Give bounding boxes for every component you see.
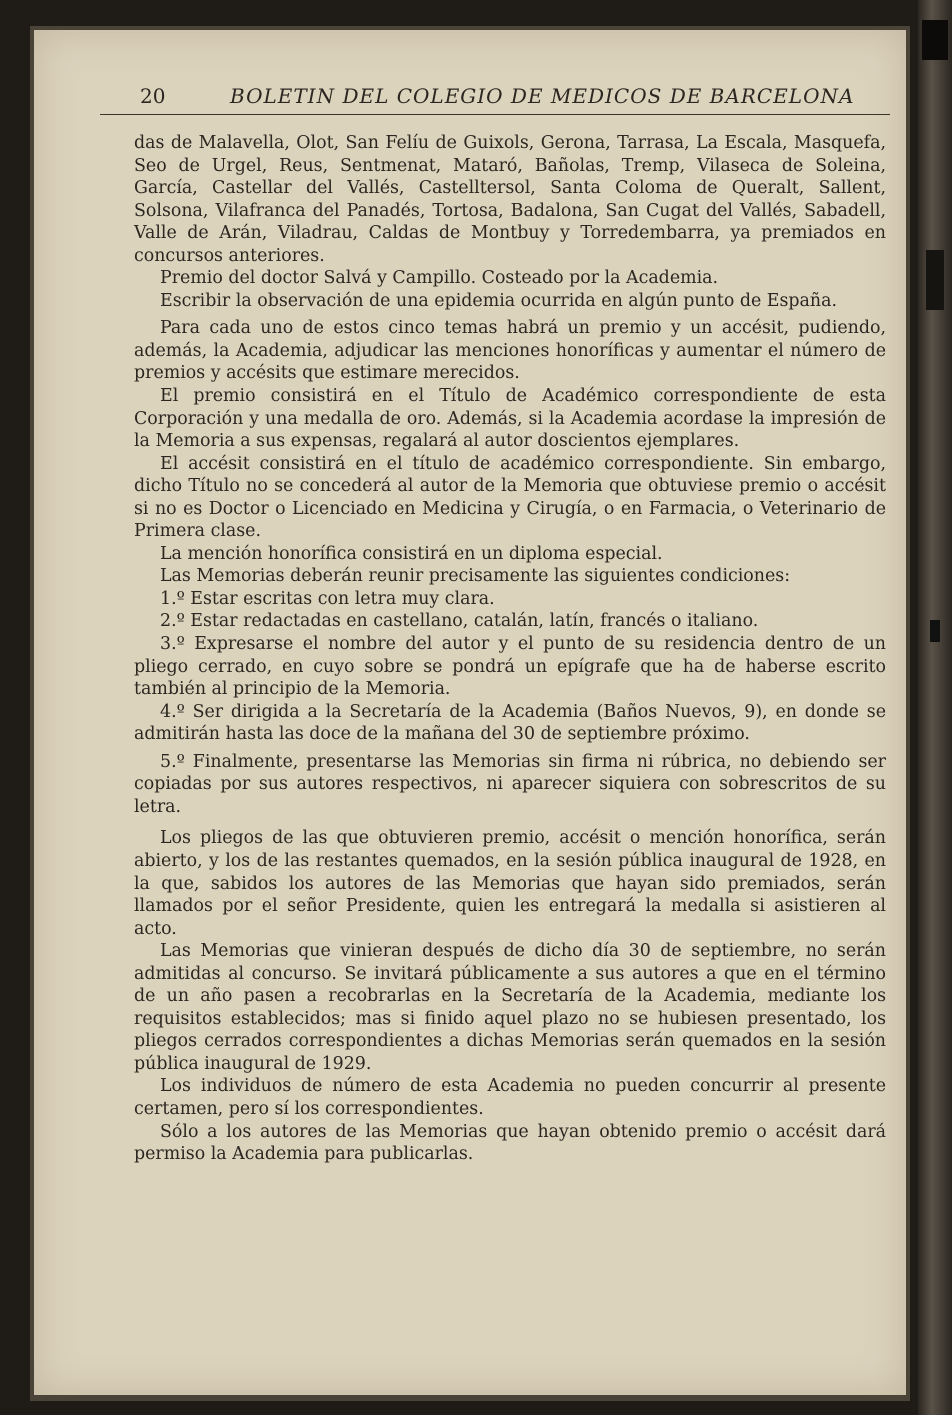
paragraph-pliegos: Los pliegos de las que obtuvieren premio, accésit o mención honorífica, serán abierto, y los de las restantes quemados, en la sesión pública inaugural de 1928, en la que, sabidos los autores de las Memorias que hayan sido premiados, serán llamados por el señor Presidente, quien les entregará la medalla si asistieren al acto. [134,828,886,939]
running-title: BOLETIN DEL COLEGIO DE MEDICOS DE BARCELONA [230,84,855,108]
paragraph-accesit: El accésit consistirá en el título de académico correspondiente. Sin embargo, dicho Título no se concederá al autor de la Memoria que obtuviese premio o accésit si no es Doctor o Licenciado en Medicina y Cirugía, o en Farmacia, o Veterinario de Primera clase. [134,453,886,542]
scan-mark [930,620,940,642]
scan-mark [922,20,948,60]
paragraph-premio: El premio consistirá en el Título de Académico correspondiente de esta Corporación y una medalla de oro. Además, si la Academia acordase la impresión de la Memoria a sus expensas, regalará al autor doscientos ejemplares. [134,386,886,452]
paragraph-memorias: Las Memorias que vinieran después de dicho día 30 de septiembre, no serán admitidas al concurso. Se invitará públicamente a sus autores a que en el término de un año pasen a recobrarlas en la Secretaría de la Academia, mediante los requisitos establecidos; mas si finido aquel plazo no se hubiesen presentado, los pliegos cerrados correspondientes a dichas Memorias serán quemados en la sesión pública inaugural de 1929. [134,941,886,1074]
running-header [100,80,890,115]
condition-1: 1.º Estar escritas con letra muy clara. [160,588,495,609]
condition-4: 4.º Ser dirigida a la Secretaría de la Academia (Baños Nuevos, 9), en donde se admitirán hasta las doce de la mañana del 30 de septiembre próximo. [134,701,886,745]
condition-5: 5.º Finalmente, presentarse las Memorias sin firma ni rúbrica, no debiendo ser copiadas por sus autores respectivos, ni aparecer siquiera con sobrescritos de su letra. [134,751,886,817]
condition-3: 3.º Expresarse el nombre del autor y el punto de su residencia dentro de un pliego cerrado, en cuyo sobre se pondrá un epígrafe que ha de haberse escrito también al principio de la Memoria. [134,634,886,700]
paragraph-condiciones: Las Memorias deberán reunir precisamente las siguientes condiciones: [160,566,791,587]
paragraph-premio-salva: Premio del doctor Salvá y Campillo. Costeado por la Academia. [160,268,719,289]
paragraph-solo: Sólo a los autores de las Memorias que hayan obtenido premio o accésit dará permiso la Academia para publicarlas. [134,1121,886,1165]
body-text [134,132,886,1166]
scan-mark [926,250,944,310]
paragraph-towns: das de Malavella, Olot, San Felíu de Guixols, Gerona, Tarrasa, La Escala, Masquefa, Seo de Urgel, Reus, Sentmenat, Mataró, Bañolas, Tremp, Vilaseca de Soleina, García, Castellar del Vallés, Castelltersol, Santa Coloma de Queralt, Sallent, Solsona, Vilafranca del Panadés, Tortosa, Badalona, San Cugat del Vallés, Sabadell, Valle de Arán, Viladrau, Caldas de Montbuy y Torredembarra, ya premiados en concursos anteriores. [134,133,886,266]
paragraph-mencion: La mención honorífica consistirá en un diploma especial. [160,543,663,564]
paragraph-escribir: Escribir la observación de una epidemia ocurrida en algún punto de España. [160,290,837,311]
page-number: 20 [140,84,166,108]
paragraph-individuos: Los individuos de número de esta Academia no pueden concurrir al presente certamen, pero sí los correspondientes. [134,1076,886,1119]
condition-2: 2.º Estar redactadas en castellano, catalán, latín, francés o italiano. [160,611,759,632]
paragraph-cada-uno: Para cada uno de estos cinco temas habrá un premio y un accésit, pudiendo, además, la Academia, adjudicar las menciones honoríficas y aumentar el número de premios y accésits que estimare merecidos. [134,318,886,384]
book-spine-edge [918,0,952,1415]
